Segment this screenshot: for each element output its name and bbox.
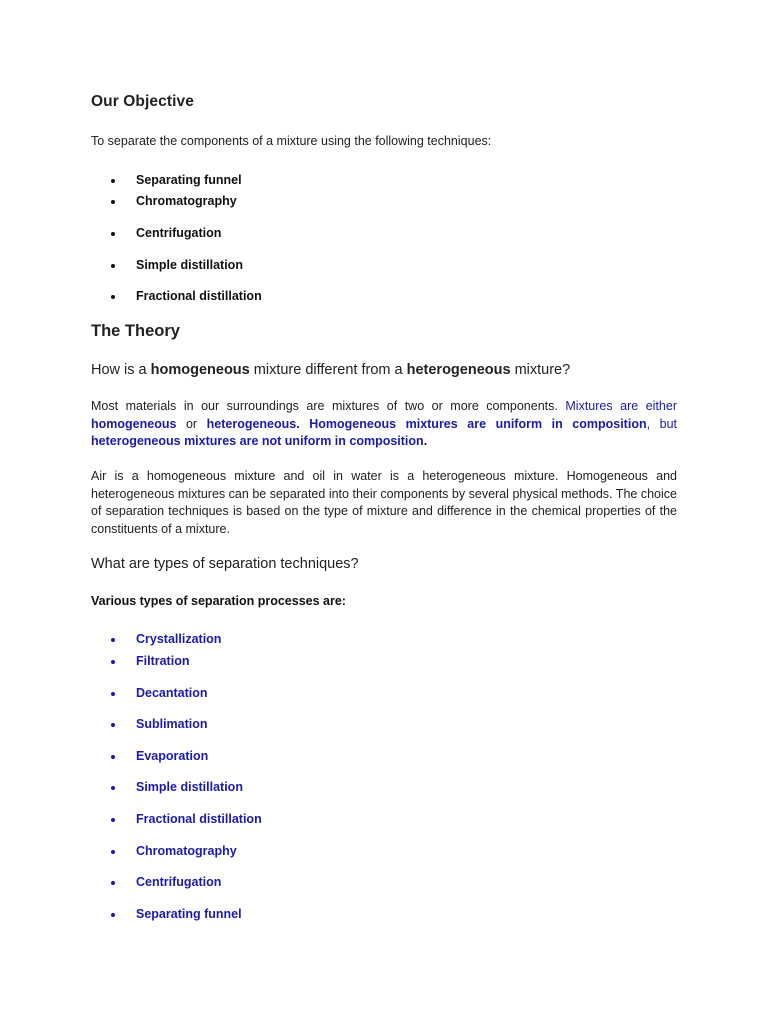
bullet-icon <box>111 913 115 917</box>
bullet-icon <box>111 692 115 696</box>
processes-label: Various types of separation processes are: <box>91 594 346 608</box>
bullet-icon <box>111 179 115 183</box>
bullet-icon <box>111 881 115 885</box>
bullet-icon <box>111 723 115 727</box>
bullet-icon <box>111 232 115 236</box>
bullet-icon <box>111 818 115 822</box>
question-homogeneous: How is a homogeneous mixture different from a heterogeneous mixture? <box>91 362 571 378</box>
mixtures-paragraph: Most materials in our surroundings are mixtures of two or more components. Mixtures are either homogeneous or heterogeneous. Homogeneous mixtures are uniform in composition, but heterogeneous mixtures are not uniform in composition. <box>91 399 677 449</box>
bullet-icon <box>111 786 115 790</box>
bullet-icon <box>111 200 115 204</box>
bullet-icon <box>111 850 115 854</box>
mixtures-link[interactable]: Mixtures are either <box>565 399 677 413</box>
air-paragraph: Air is a homogeneous mixture and oil in water is a heterogeneous mixture. Homogeneous and heterogeneous mixtures can be separated into their components by several physical methods. The choice of separation techniques is based on the type of mixture and difference in the chemical properties of the constituents of a mixture. <box>91 469 677 536</box>
homogeneous-link[interactable]: homogeneous <box>91 416 177 431</box>
objective-intro: To separate the components of a mixture using the following techniques: <box>91 134 492 148</box>
bullet-icon <box>111 295 115 299</box>
bullet-icon <box>111 660 115 664</box>
bullet-icon <box>111 264 115 268</box>
heterogeneous-link[interactable]: heterogeneous. <box>206 416 300 431</box>
bullet-icon <box>111 755 115 759</box>
theory-heading: The Theory <box>91 322 180 340</box>
objective-heading: Our Objective <box>91 93 194 110</box>
bullet-icon <box>111 638 115 642</box>
question-separation-types: What are types of separation techniques? <box>91 556 359 572</box>
